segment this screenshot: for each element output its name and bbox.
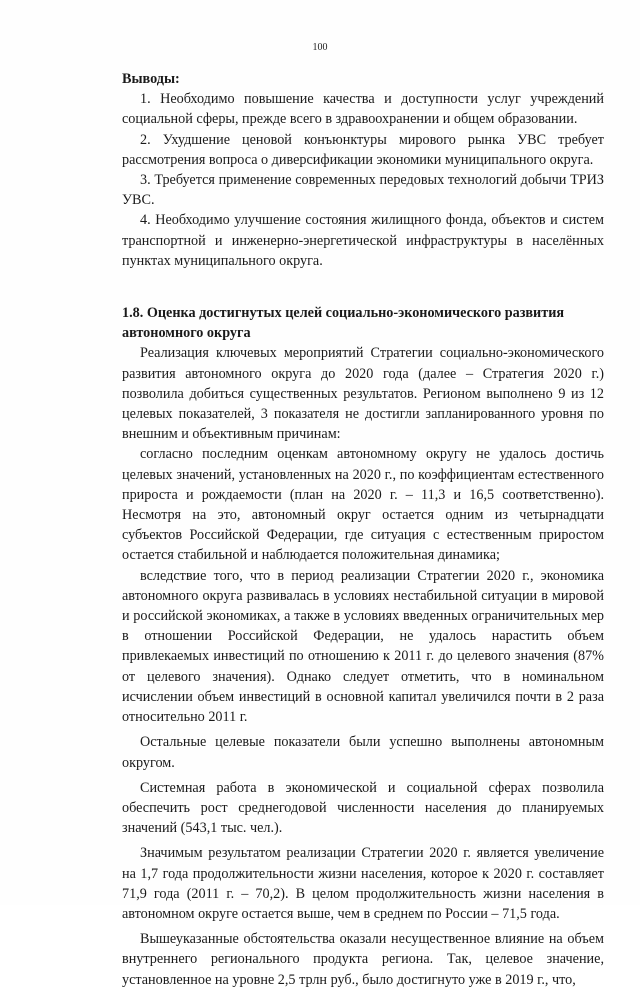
section-paragraph-7: Вышеуказанные обстоятельства оказали несущественное влияние на объем внутреннего регионального продукта региона. Так, целевое значение, установленное на уровне 2,5 трлн руб., было достигнуто уже в 2019 г., что, [122,931,604,988]
section-paragraph-5: Системная работа в экономической и социальной сферах позволила обеспечить рост среднегодовой численности населения до планируемых значений (543,1 тыс. чел.). [122,779,604,837]
section-paragraph-4: Остальные целевые показатели были успешно выполнены автономным округом. [122,734,604,771]
section-paragraph-6: Значимым результатом реализации Стратегии 2020 г. является увеличение на 1,7 года продолжительности жизни населения, которое к 2020 г. составляет 71,9 года (2011 г. – 70,2). В целом продолжительность жизни населения в автономном округе остается выше, чем в среднем по России – 71,5 года. [122,845,604,922]
section-heading: 1.8. Оценка достигнутых целей социально-экономического развития автономного округа [122,305,565,342]
conclusions-heading: Выводы: [122,71,180,87]
section-spacer [122,271,604,303]
conclusion-item-1: 1. Необходимо повышение качества и доступности услуг учреждений социальной сферы, прежде всего в здравоохранении и общем образовании. [122,91,604,128]
section-paragraph-1: Реализация ключевых мероприятий Стратегии социально-экономического развития автономного округа до 2020 года (далее – Стратегия 2020 г.) позволила добиться существенных результатов. Регионом выполнено 9 из 12 целевых показателей, 3 показателя не достигли запланированного уровня по внешним и объективным причинам: [122,345,604,443]
page-content [122,64,604,990]
conclusion-item-2: 2. Ухудшение ценовой конъюнктуры мирового рынка УВС требует рассмотрения вопроса о диверсификации экономики муниципального округа. [122,131,604,168]
page-number: 100 [312,42,328,53]
conclusion-item-3: 3. Требуется применение современных передовых технологий добычи ТРИЗ УВС. [122,172,604,209]
section-paragraph-2: согласно последним оценкам автономному округу не удалось достичь целевых значений, установленных на 2020 г., по коэффициентам естественного прироста и рождаемости (план на 2020 г. – 11,3 и 16,5 соответственно). Несмотря на это, автономный округ остается одним из четырнадцати субъектов Российской Федерации, где ситуация с естественным приростом остается стабильной и наблюдается положительная динамика; [122,446,604,564]
conclusion-item-4: 4. Необходимо улучшение состояния жилищного фонда, объектов и систем транспортной и инженерно-энергетической инфраструктуры в населённых пунктах муниципального округа. [122,212,604,269]
section-paragraph-3: вследствие того, что в период реализации Стратегии 2020 г., экономика автономного округа развивалась в условиях нестабильной ситуации в мировой и российской экономиках, а также в условиях введенных ограничительных мер в отношении Российской Федерации, не удалось нарастить объем привлекаемых инвестиций по отношению к 2011 г. до целевого значения (87% от целевого значения). Однако следует отметить, что в номинальном исчислении объем инвестиций в основной капитал увеличился почти в 2 раза относительно 2011 г. [122,567,604,726]
